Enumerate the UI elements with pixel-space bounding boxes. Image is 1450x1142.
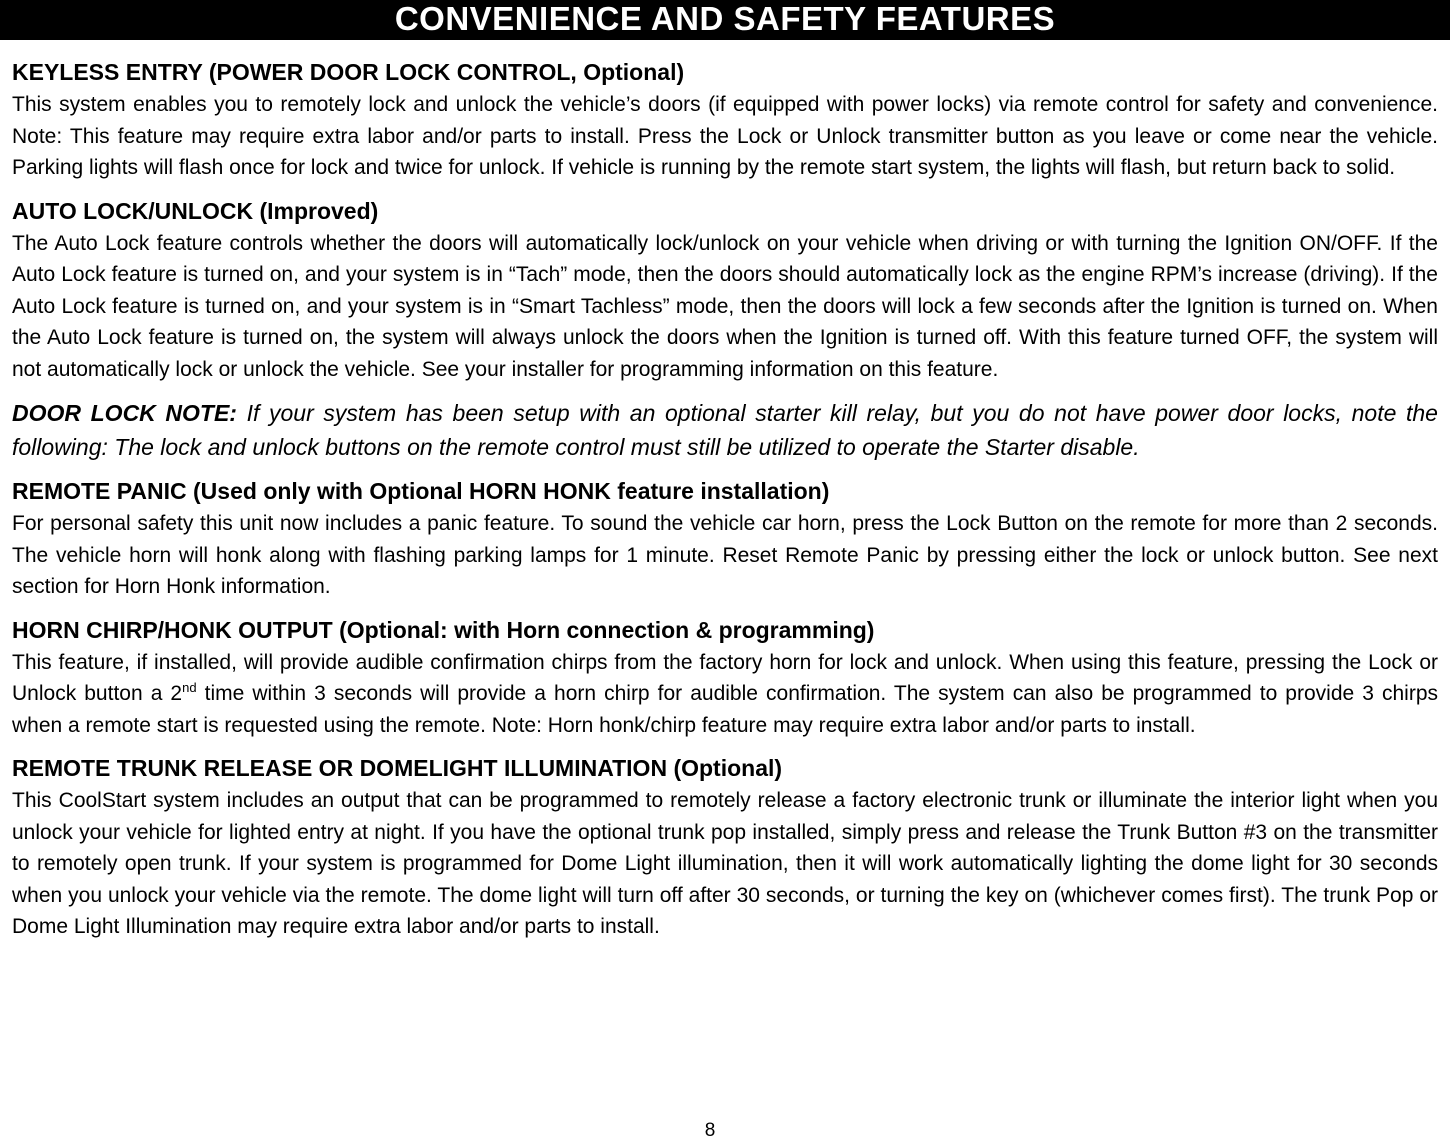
section-auto-lock (12, 195, 1438, 386)
section-remote-panic (12, 475, 1438, 603)
body-text: time within 3 seconds will provide a horn chirp for audible confirmation. The system can also be programmed to provide 3 chirps when a remote start is requested using the remote. Note: Horn honk/chirp feature may require extra labor and/or parts to install. (12, 682, 1438, 737)
section-heading: KEYLESS ENTRY (POWER DOOR LOCK CONTROL, Optional) (12, 59, 685, 85)
section-body (12, 647, 1438, 742)
section-keyless-entry (12, 56, 1438, 184)
section-trunk-release (12, 752, 1438, 943)
section-body: The Auto Lock feature controls whether the doors will automatically lock/unlock on your vehicle when driving or with turning the Ignition ON/OFF. If the Auto Lock feature is turned on, and your system is in “Tach” mode, then the doors should automatically lock as the engine RPM’s increase (driving). If the Auto Lock feature is turned on, and your system is in “Smart Tachless” mode, then the doors will lock a few seconds after the Ignition is turned on. When the Auto Lock feature is turned on, the system will always unlock the doors when the Ignition is turned off. With this feature turned OFF, the system will not automatically lock or unlock the vehicle. See your installer for programming information on this feature. (12, 231, 1438, 381)
door-lock-note (12, 396, 1438, 464)
note-label: DOOR LOCK NOTE: (12, 400, 237, 426)
section-horn-chirp (12, 614, 1438, 742)
section-heading: REMOTE PANIC (Used only with Optional HORN HONK feature installation) (12, 478, 830, 504)
page-title: CONVENIENCE AND SAFETY FEATURES (0, 0, 1450, 40)
section-door-lock-note (12, 396, 1438, 464)
section-body: For personal safety this unit now includes a panic feature. To sound the vehicle car horn, press the Lock Button on the remote for more than 2 seconds. The vehicle horn will honk along with flashing parking lamps for 1 minute. Reset Remote Panic by pressing either the lock or unlock button. See next section for Horn Honk information. (12, 512, 1438, 598)
document-content (12, 56, 1438, 954)
ordinal-suffix: nd (182, 680, 197, 695)
page-number: 8 (704, 1120, 716, 1141)
note-body: If your system has been setup with an optional starter kill relay, but you do not have power door locks, note the following: The lock and unlock buttons on the remote control must still be utilized to operate the Starter disable. (12, 400, 1438, 460)
section-heading: HORN CHIRP/HONK OUTPUT (Optional: with Horn connection & programming) (12, 616, 875, 643)
section-heading: REMOTE TRUNK RELEASE OR DOMELIGHT ILLUMINATION (Optional) (12, 755, 783, 781)
section-heading: AUTO LOCK/UNLOCK (Improved) (12, 197, 379, 224)
body-text: This feature, if installed, will provide audible confirmation chirps from the factory horn for lock and unlock. When using this feature, pressing the Lock or Unlock button a 2 (12, 650, 1438, 705)
section-body: This CoolStart system includes an output that can be programmed to remotely release a factory electronic trunk or illuminate the interior light when you unlock your vehicle for lighted entry at night. If you have the optional trunk pop installed, simply press and release the Trunk Button #3 on the transmitter to remotely open trunk. If your system is programmed for Dome Light illumination, then it will work automatically lighting the dome light for 30 seconds when you unlock your vehicle via the remote. The dome light will turn off after 30 seconds, or turning the key on (whichever comes first). The trunk Pop or Dome Light Illumination may require extra labor and/or parts to install. (12, 789, 1438, 938)
section-body: This system enables you to remotely lock and unlock the vehicle’s doors (if equipped with power locks) via remote control for safety and convenience. Note: This feature may require extra labor and/or parts to install. Press the Lock or Unlock transmitter button as you leave or come near the vehicle. Parking lights will flash once for lock and twice for unlock. If vehicle is running by the remote start system, the lights will flash, but return back to solid. (12, 93, 1438, 179)
